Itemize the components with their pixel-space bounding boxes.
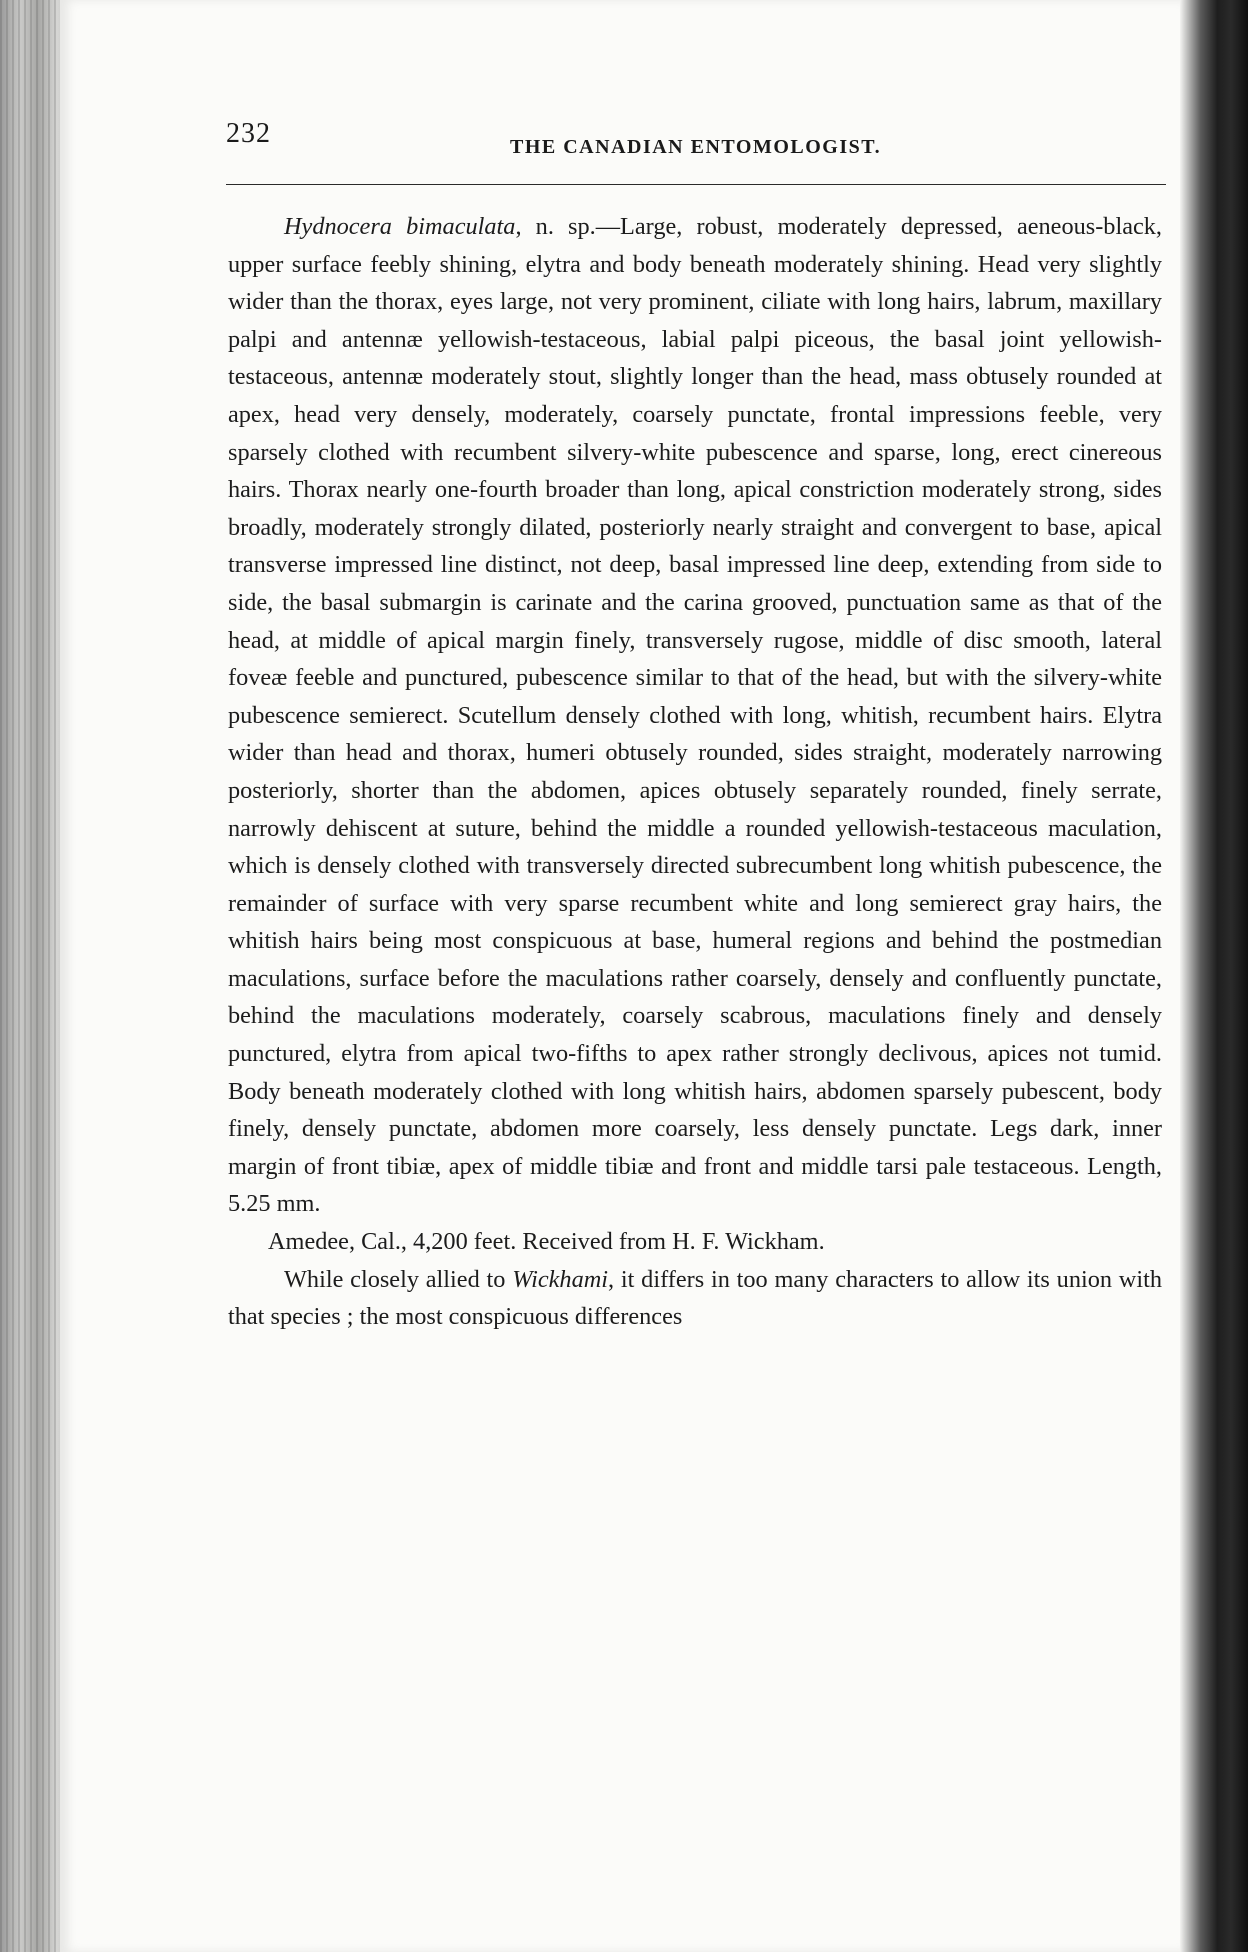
locality-paragraph: Amedee, Cal., 4,200 feet. Received from H. F. Wickham. [268, 1228, 825, 1256]
page-right-shadow [1180, 0, 1248, 1952]
species-description [228, 208, 1162, 1223]
page-number: 232 [226, 118, 271, 149]
species-name: Hydnocera bimaculata [284, 213, 516, 240]
comparison-rest: , it differs in too many characters to allow its union with that species ; the most conspicuous differences [228, 1265, 1163, 1331]
comparison-lead: While closely allied to [284, 1265, 513, 1293]
comparison-paragraph [228, 1261, 1162, 1336]
running-head: THE CANADIAN ENTOMOLOGIST. [510, 136, 882, 158]
page-body [228, 208, 1162, 1336]
page-header [226, 118, 1166, 164]
compared-species-name: Wickhami [512, 1265, 609, 1293]
description-text: , n. sp.—Large, robust, moderately depressed, aeneous-black, upper surface feebly shining, elytra and body beneath moderately shining. Head very slightly wider than the thorax, eyes large, not very prominent, ciliate with long hairs, labrum, maxillary palpi and antennæ yellowish-testaceous, labial palpi piceous, the basal joint yellowish-testaceous, antennæ moderately stout, slightly longer than the head, mass obtusely rounded at apex, head very densely, moderately, coarsely punctate, frontal impressions feeble, very sparsely clothed with recumbent silvery-white pubescence and sparse, long, erect cinereous hairs. Thorax nearly one-fourth broader than long, apical constriction moderately strong, sides broadly, moderately strongly dilated, posteriorly nearly straight and convergent to base, apical transverse impressed line distinct, not deep, basal impressed line deep, extending from side to side, the basal submargin is carinate and the carina grooved, punctuation same as that of the head, at middle of apical margin finely, transversely rugose, middle of disc smooth, lateral foveæ feeble and punctured, pubescence similar to that of the head, but with the silvery-white pubescence semierect. Scutellum densely clothed with long, whitish, recumbent hairs. Elytra wider than head and thorax, humeri obtusely rounded, sides straight, moderately narrowing posteriorly, shorter than the abdomen, apices obtusely separately rounded, finely serrate, narrowly dehiscent at suture, behind the middle a rounded yellowish-testaceous maculation, which is densely clothed with transversely directed subrecumbent long whitish pubescence, the remainder of surface with very sparse recumbent white and long semierect gray hairs, the whitish hairs being most conspicuous at base, humeral regions and behind the postmedian maculations, surface before the maculations rather coarsely, densely and confluently punctate, behind the maculations moderately, coarsely scabrous, maculations finely and densely punctured, elytra from apical two-fifths to apex rather strongly declivous, apices not tumid. Body beneath moderately clothed with long whitish hairs, abdomen sparsely pubescent, body finely, densely punctate, abdomen more coarsely, less densely punctate. Legs dark, inner margin of front tibiæ, apex of middle tibiæ and front and middle tarsi pale testaceous. Length, 5.25 mm. [228, 213, 1162, 1218]
header-rule [226, 184, 1166, 185]
